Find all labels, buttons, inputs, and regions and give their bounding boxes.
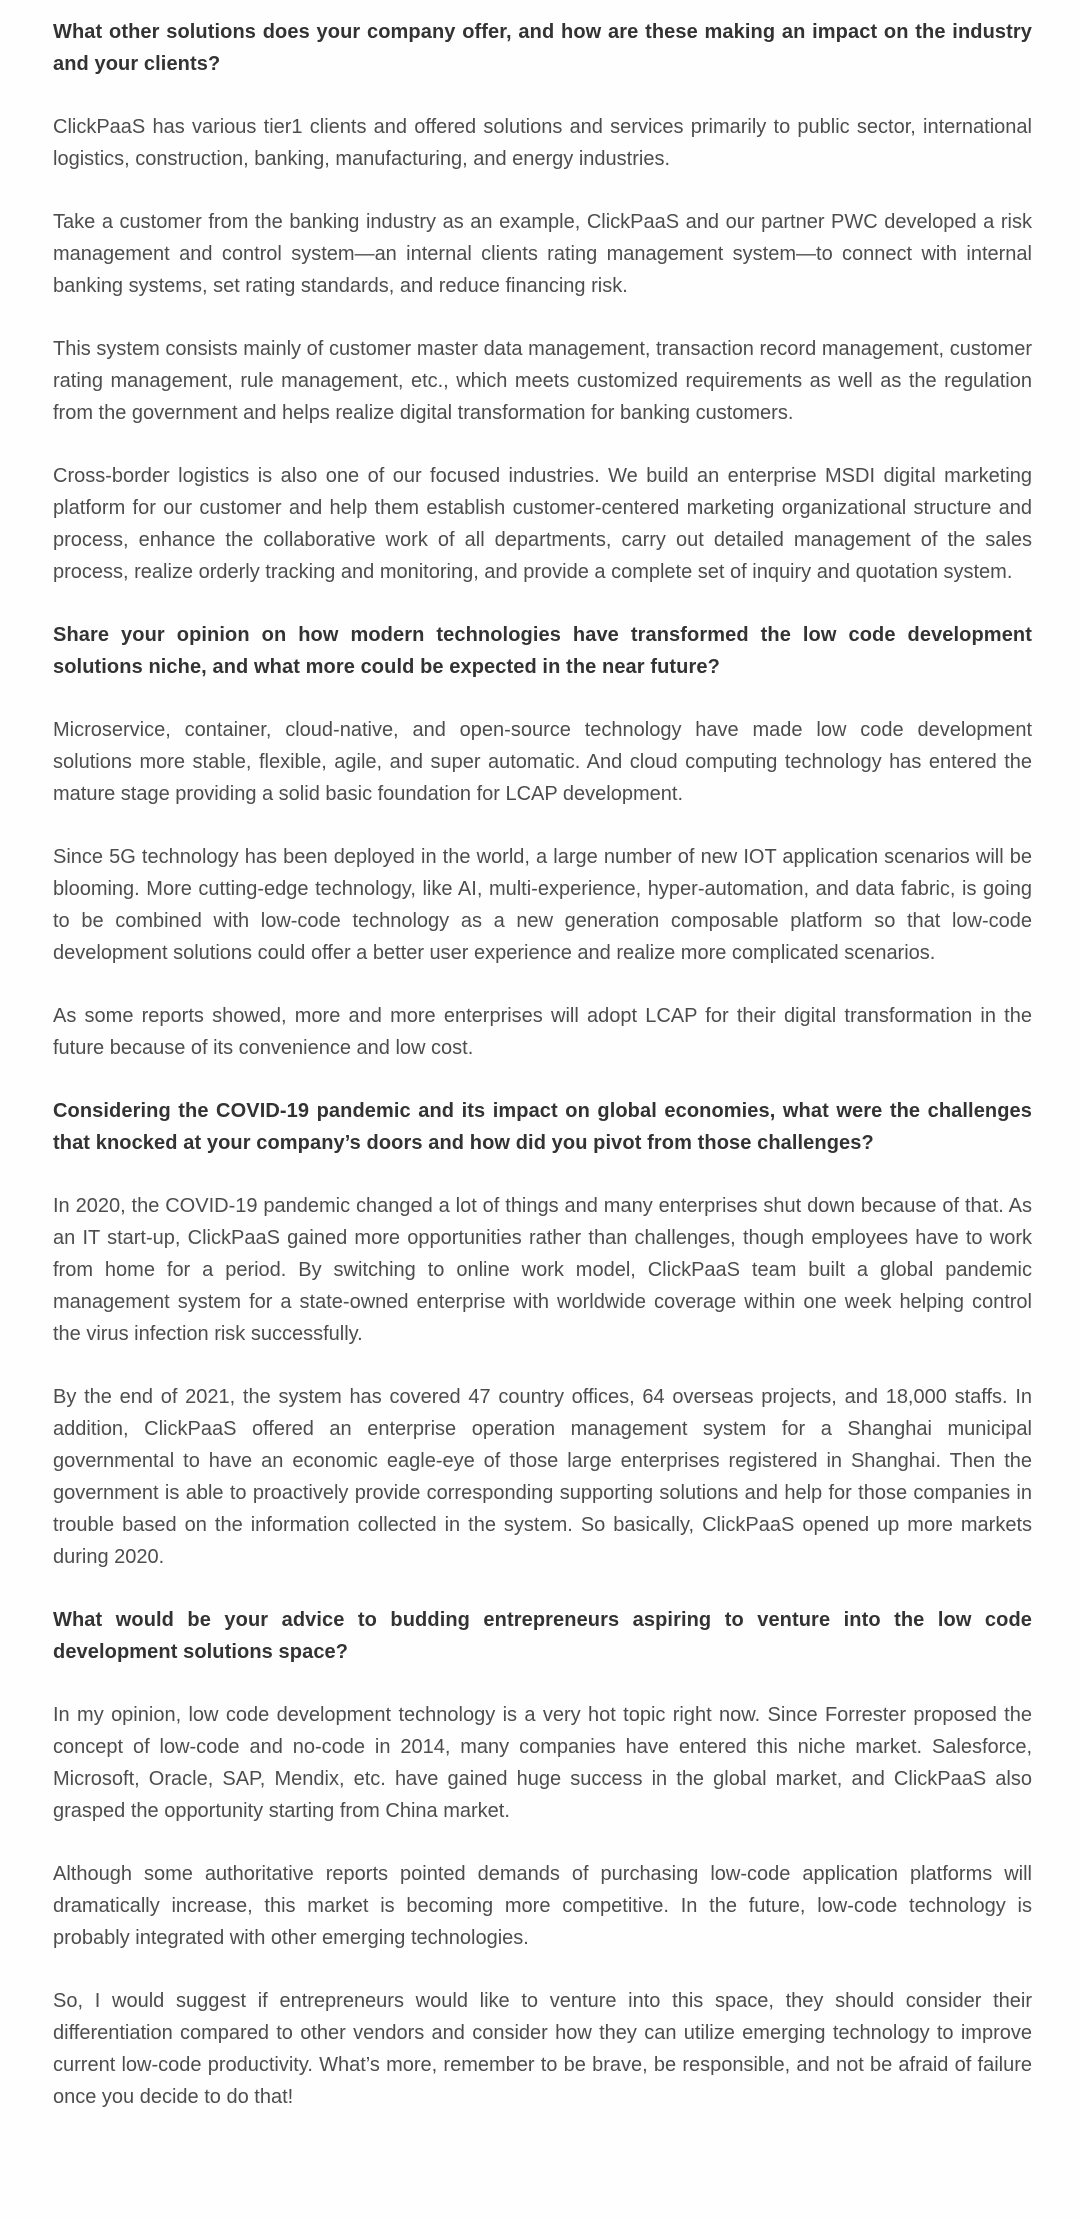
interview-question: Considering the COVID-19 pandemic and its impact on global economies, what were the challenges that knocked at your company’s doors and how did you pivot from those challenges? xyxy=(53,1100,1032,1154)
interview-answer: Since 5G technology has been deployed in the world, a large number of new IOT application scenarios will be blooming. More cutting-edge technology, like AI, multi-experience, hyper-automation, and data fabric, is going to be combined with low-code technology as a new generation composable platform so that low-code development solutions could offer a better user experience and realize more complicated scenarios. xyxy=(53,846,1032,964)
interview-answer: ClickPaaS has various tier1 clients and offered solutions and services primarily to public sector, international logistics, construction, banking, manufacturing, and energy industries. xyxy=(53,116,1032,170)
interview-question: Share your opinion on how modern technologies have transformed the low code development solutions niche, and what more could be expected in the near future? xyxy=(53,624,1032,678)
interview-answer: In my opinion, low code development technology is a very hot topic right now. Since Forrester proposed the concept of low-code and no-code in 2014, many companies have entered this niche market. Salesforce, Microsoft, Oracle, SAP, Mendix, etc. have gained huge success in the global market, and ClickPaaS also grasped the opportunity starting from China market. xyxy=(53,1704,1032,1822)
interview-answer: In 2020, the COVID-19 pandemic changed a lot of things and many enterprises shut down because of that. As an IT start-up, ClickPaaS gained more opportunities rather than challenges, though employees have to work from home for a period. By switching to online work model, ClickPaaS team built a global pandemic management system for a state-owned enterprise with worldwide coverage within one week helping control the virus infection risk successfully. xyxy=(53,1195,1032,1345)
interview-answer: So, I would suggest if entrepreneurs would like to venture into this space, they should consider their differentiation compared to other vendors and consider how they can utilize emerging technology to improve current low-code productivity. What’s more, remember to be brave, be responsible, and not be afraid of failure once you decide to do that! xyxy=(53,1990,1032,2108)
interview-answer: This system consists mainly of customer master data management, transaction record management, customer rating management, rule management, etc., which meets customized requirements as well as the regulation from the government and helps realize digital transformation for banking customers. xyxy=(53,338,1032,424)
interview-question: What other solutions does your company offer, and how are these making an impact on the industry and your clients? xyxy=(53,21,1032,75)
interview-answer: Although some authoritative reports pointed demands of purchasing low-code application platforms will dramatically increase, this market is becoming more competitive. In the future, low-code technology is probably integrated with other emerging technologies. xyxy=(53,1863,1032,1949)
interview-question: What would be your advice to budding entrepreneurs aspiring to venture into the low code development solutions space? xyxy=(53,1609,1032,1663)
article-body xyxy=(53,16,1032,2113)
interview-answer: Cross-border logistics is also one of our focused industries. We build an enterprise MSDI digital marketing platform for our customer and help them establish customer-centered marketing organizational structure and process, enhance the collaborative work of all departments, carry out detailed management of the sales process, realize orderly tracking and monitoring, and provide a complete set of inquiry and quotation system. xyxy=(53,465,1032,583)
interview-answer: Microservice, container, cloud-native, and open-source technology have made low code development solutions more stable, flexible, agile, and super automatic. And cloud computing technology has entered the mature stage providing a solid basic foundation for LCAP development. xyxy=(53,719,1032,805)
interview-answer: Take a customer from the banking industry as an example, ClickPaaS and our partner PWC developed a risk management and control system—an internal clients rating management system—to connect with internal banking systems, set rating standards, and reduce financing risk. xyxy=(53,211,1032,297)
interview-answer: By the end of 2021, the system has covered 47 country offices, 64 overseas projects, and 18,000 staffs. In addition, ClickPaaS offered an enterprise operation management system for a Shanghai municipal governmental to have an economic eagle-eye of those large enterprises registered in Shanghai. Then the government is able to proactively provide corresponding supporting solutions and help for those companies in trouble based on the information collected in the system. So basically, ClickPaaS opened up more markets during 2020. xyxy=(53,1386,1032,1568)
interview-answer: As some reports showed, more and more enterprises will adopt LCAP for their digital transformation in the future because of its convenience and low cost. xyxy=(53,1005,1032,1059)
